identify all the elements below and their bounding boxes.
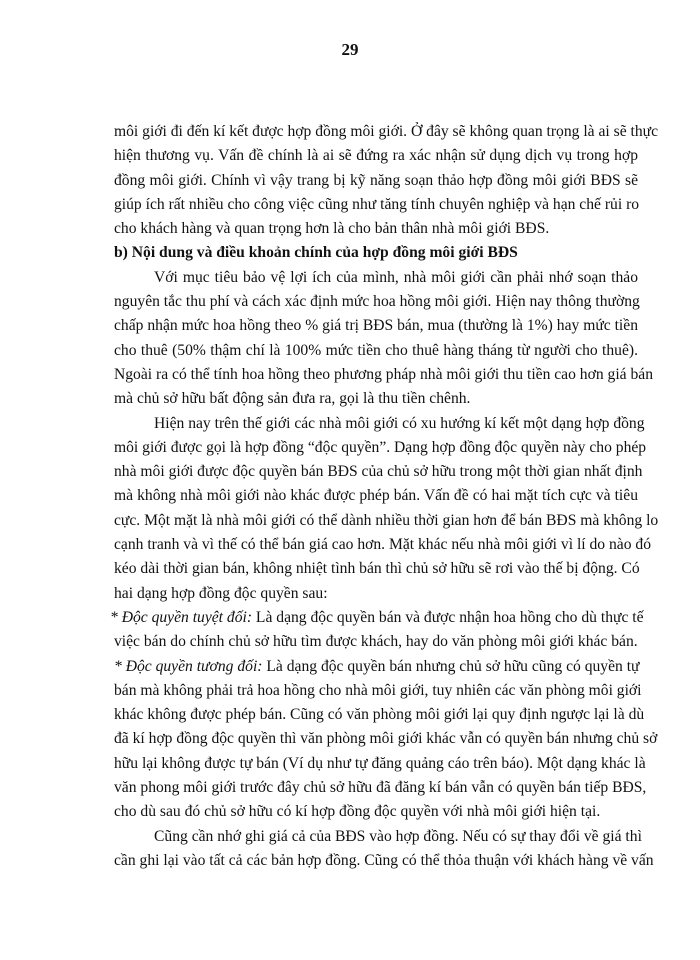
text-line: giúp ích rất nhiều cho công việc cũng như tăng tính chuyên nghiệp và hạn chế rủi ro (114, 195, 640, 213)
document-body (110, 120, 659, 873)
paragraph-price (114, 825, 654, 874)
text-line: kéo dài thời gian bán, không nhiệt tình bán thì chủ sở hữu sẽ rơi vào thế bị động. Có (114, 560, 640, 578)
text-line: hữu lại không được tự bán (Ví dụ như tự đăng quảng cáo trên báo). Một dạng khác là (114, 754, 646, 772)
text-line: Hiện nay trên thế giới các nhà môi giới có xu hướng kí kết một dạng hợp đồng (154, 414, 645, 432)
text-line (114, 655, 638, 679)
text-line: việc bán do chính chủ sở hữu tìm được khách, hay do văn phòng môi giới khác bán. (114, 633, 638, 651)
bullet-absolute-exclusive (110, 606, 644, 655)
bullet-text: Là dạng độc quyền bán và được nhận hoa hồng cho dù thực tế (252, 608, 644, 626)
text-line (110, 606, 644, 630)
section-heading: b) Nội dung và điều khoản chính của hợp đồng môi giới BĐS (114, 244, 518, 262)
bullet-term: * Độc quyền tuyệt đối: (110, 608, 253, 626)
text-line: khác không được phép bán. Cũng có văn phòng môi giới lại quy định ngược lại là dù (114, 706, 645, 724)
text-line: nhà môi giới được độc quyền bán BĐS của chủ sở hữu trong một thời gian nhất định (114, 463, 643, 481)
text-line: văn phong môi giới trước đây chủ sở hữu đã đăng kí bán vẫn có quyền bán tiếp BĐS, (114, 779, 647, 797)
bullet-text: Là dạng độc quyền bán nhưng chủ sở hữu cũng có quyền tự (262, 657, 640, 675)
paragraph-commission (114, 266, 654, 412)
text-line: cho khách hàng và quan trọng hơn là cho bản thân nhà môi giới BĐS. (114, 220, 550, 238)
text-line: mà không nhà môi giới nào khác được phép bán. Vấn đề có hai mặt tích cực và tiêu (114, 487, 638, 505)
text-line: cần ghi lại vào tất cả các bản hợp đồng. Cũng có thể thỏa thuận với khách hàng về vấn (114, 851, 654, 869)
text-line: môi giới được gọi là hợp đồng “độc quyền”. Dạng hợp đồng độc quyền này cho phép (114, 438, 647, 456)
text-line: cực. Một mặt là nhà môi giới có thể dành nhiều thời gian hơn để bán BĐS mà không lo (114, 511, 659, 529)
bullet-relative-exclusive (114, 655, 658, 825)
text-line: cạnh tranh và vì thế có thể bán giá cao hơn. Mặt khác nếu nhà môi giới vì lí do nào đó (114, 536, 652, 554)
paragraph-exclusive (114, 412, 659, 606)
text-line: đã kí hợp đồng độc quyền thì văn phòng môi giới khác vẫn có quyền bán nhưng chủ sở (114, 730, 658, 748)
bullet-term: * Độc quyền tương đối: (114, 657, 263, 675)
paragraph-intro (114, 120, 659, 241)
text-line: nguyên tắc thu phí và cách xác định mức hoa hồng môi giới. Hiện nay thông thường (114, 293, 640, 311)
page-number: 29 (341, 40, 359, 59)
text-line: bán mà không phải trả hoa hồng cho nhà môi giới, tuy nhiên các văn phòng môi giới (114, 681, 642, 699)
text-line: Với mục tiêu bảo vệ lợi ích của mình, nhà môi giới cần phải nhớ soạn thảo (154, 268, 638, 286)
text-line: đồng môi giới. Chính vì vậy trang bị kỹ năng soạn thảo hợp đồng môi giới BĐS sẽ (114, 171, 638, 189)
text-line: môi giới đi đến kí kết được hợp đồng môi giới. Ở đây sẽ không quan trọng là ai sẽ thực (114, 123, 659, 140)
text-line: cho dù sau đó chủ sở hữu có kí hợp đồng độc quyền với nhà môi giới hiện tại. (114, 803, 601, 821)
text-line: chấp nhận mức hoa hồng theo % giá trị BĐS bán, mua (thường là 1%) hay mức tiền (114, 317, 638, 335)
text-line: hiện thương vụ. Vấn đề chính là ai sẽ đứng ra xác nhận sử dụng dịch vụ trong hợp (114, 147, 638, 165)
text-line: Ngoài ra có thể tính hoa hồng theo phương pháp nhà môi giới thu tiền cao hơn giá bán (114, 365, 654, 383)
text-line: hai dạng hợp đồng độc quyền sau: (114, 584, 328, 602)
text-line: cho thuê (50% thậm chí là 100% mức tiền cho thuê hàng tháng từ người cho thuê). (114, 341, 638, 359)
text-line: mà chủ sở hữu bất động sản đưa ra, gọi là thu tiền chênh. (114, 390, 471, 408)
text-line: Cũng cần nhớ ghi giá cả của BĐS vào hợp đồng. Nếu có sự thay đổi về giá thì (154, 827, 642, 845)
